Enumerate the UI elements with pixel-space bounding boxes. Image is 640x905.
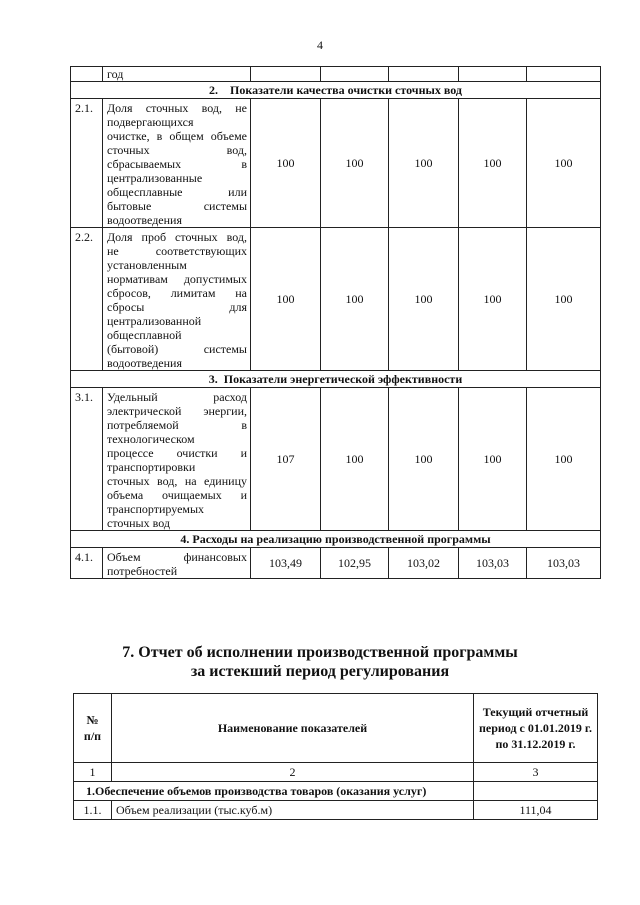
section-1-title: 1.Обеспечение объемов производства товаров (оказания услуг) xyxy=(74,782,474,801)
table-row xyxy=(71,388,601,531)
indicator-name-line: централизованной xyxy=(107,314,202,328)
indicator-name-line: водоотведения xyxy=(107,213,182,227)
table-row xyxy=(71,99,601,228)
indicator-name-line: (бытовой) системы xyxy=(107,342,247,356)
indicator-name-line: Доля проб сточных вод, xyxy=(107,230,247,244)
section-header xyxy=(71,371,601,388)
table-row xyxy=(74,801,598,820)
report-table xyxy=(73,693,598,820)
row-number: 3.1. xyxy=(71,388,103,531)
value-cell: 100 xyxy=(389,99,459,228)
value-cell: 107 xyxy=(251,388,321,531)
indicator-name-line: потребляемой в xyxy=(107,418,247,432)
value-cell: 100 xyxy=(321,388,389,531)
indicator-name-line: Удельный расход xyxy=(107,390,247,404)
indicator-name xyxy=(103,99,251,228)
table-row xyxy=(71,67,601,82)
report-title xyxy=(0,643,640,681)
value-cell: 100 xyxy=(251,99,321,228)
indicator-name-line: водоотведения xyxy=(107,356,182,370)
value-cell: 100 xyxy=(251,228,321,371)
indicator-name xyxy=(103,388,251,531)
column-numbers-row xyxy=(74,763,598,782)
value-cell: 100 xyxy=(321,228,389,371)
indicator-name-line: подвергающихся xyxy=(107,115,194,129)
value-cell: 100 xyxy=(527,388,601,531)
header-num: № п/п xyxy=(74,694,112,763)
value-cell: 100 xyxy=(389,228,459,371)
indicator-name-line: объема очищаемых и xyxy=(107,488,247,502)
value-cell: 100 xyxy=(527,99,601,228)
indicator-name-line: очистке, в общем объеме xyxy=(107,129,247,143)
col-number-2: 2 xyxy=(112,763,474,782)
indicator-name-line: общесплавные или xyxy=(107,185,247,199)
indicator-name xyxy=(103,228,251,371)
indicators-table xyxy=(70,66,601,579)
indicator-name-line: установленным xyxy=(107,258,187,272)
value-cell: 103,02 xyxy=(389,548,459,579)
page-number: 4 xyxy=(317,38,323,52)
table-header-row xyxy=(74,694,598,763)
value-cell: 100 xyxy=(459,228,527,371)
col-number-1: 1 xyxy=(74,763,112,782)
indicator-name-line: Объем финансовых xyxy=(107,550,247,564)
indicator-name-line: сбросы для xyxy=(107,300,247,314)
row-num: 1.1. xyxy=(74,801,112,820)
indicator-name-line: транспортируемых xyxy=(107,502,205,516)
indicator-name-line: сточных вод, на единицу xyxy=(107,474,247,488)
indicator-name-line: сточных вод xyxy=(107,516,170,530)
row-number: 4.1. xyxy=(71,548,103,579)
row-number: 2.1. xyxy=(71,99,103,228)
indicator-name-line: сбрасываемых в xyxy=(107,157,247,171)
value-cell: 103,03 xyxy=(527,548,601,579)
section-4-title: 4. Расходы на реализацию производственной программы xyxy=(71,531,601,548)
value-cell: 100 xyxy=(459,388,527,531)
section-header xyxy=(74,782,598,801)
header-period: Текущий отчетный период с 01.01.2019 г. по 31.12.2019 г. xyxy=(474,694,598,763)
indicator-name-line: Доля сточных вод, не xyxy=(107,101,247,115)
row-value: 111,04 xyxy=(474,801,598,820)
value-cell: 100 xyxy=(527,228,601,371)
indicator-name-line: общесплавной xyxy=(107,328,182,342)
indicator-name-line: транспортировки xyxy=(107,460,196,474)
report-title-line-1: 7. Отчет об исполнении производственной программы xyxy=(122,644,518,661)
col-number-3: 3 xyxy=(474,763,598,782)
value-cell: 100 xyxy=(389,388,459,531)
indicator-name xyxy=(103,548,251,579)
indicator-name-line: бытовые системы xyxy=(107,199,247,213)
value-cell: 103,03 xyxy=(459,548,527,579)
indicator-name-line: технологическом xyxy=(107,432,195,446)
header-name: Наименование показателей xyxy=(112,694,474,763)
table-row xyxy=(71,548,601,579)
section-header xyxy=(71,531,601,548)
indicator-name-line: централизованные xyxy=(107,171,203,185)
indicator-name-line: сбросов, лимитам на xyxy=(107,286,247,300)
value-cell: 102,95 xyxy=(321,548,389,579)
row-label-year: год xyxy=(103,67,251,82)
indicator-name-line: электрической энергии, xyxy=(107,404,247,418)
indicator-name-line: нормативам допустимых xyxy=(107,272,247,286)
section-header xyxy=(71,82,601,99)
value-cell: 100 xyxy=(321,99,389,228)
row-name: Объем реализации (тыс.куб.м) xyxy=(112,801,474,820)
indicator-name-line: сточных вод, xyxy=(107,143,247,157)
indicator-name-line: процессе очистки и xyxy=(107,446,247,460)
value-cell: 103,49 xyxy=(251,548,321,579)
value-cell: 100 xyxy=(459,99,527,228)
section-3-title: 3. Показатели энергетической эффективности xyxy=(71,371,601,388)
report-title-line-2: за истекший период регулирования xyxy=(190,663,450,680)
indicator-name-line: не соответствующих xyxy=(107,244,247,258)
indicator-name-line: потребностей xyxy=(107,564,178,578)
row-number: 2.2. xyxy=(71,228,103,371)
section-2-title: 2. Показатели качества очистки сточных вод xyxy=(71,82,601,99)
table-row xyxy=(71,228,601,371)
